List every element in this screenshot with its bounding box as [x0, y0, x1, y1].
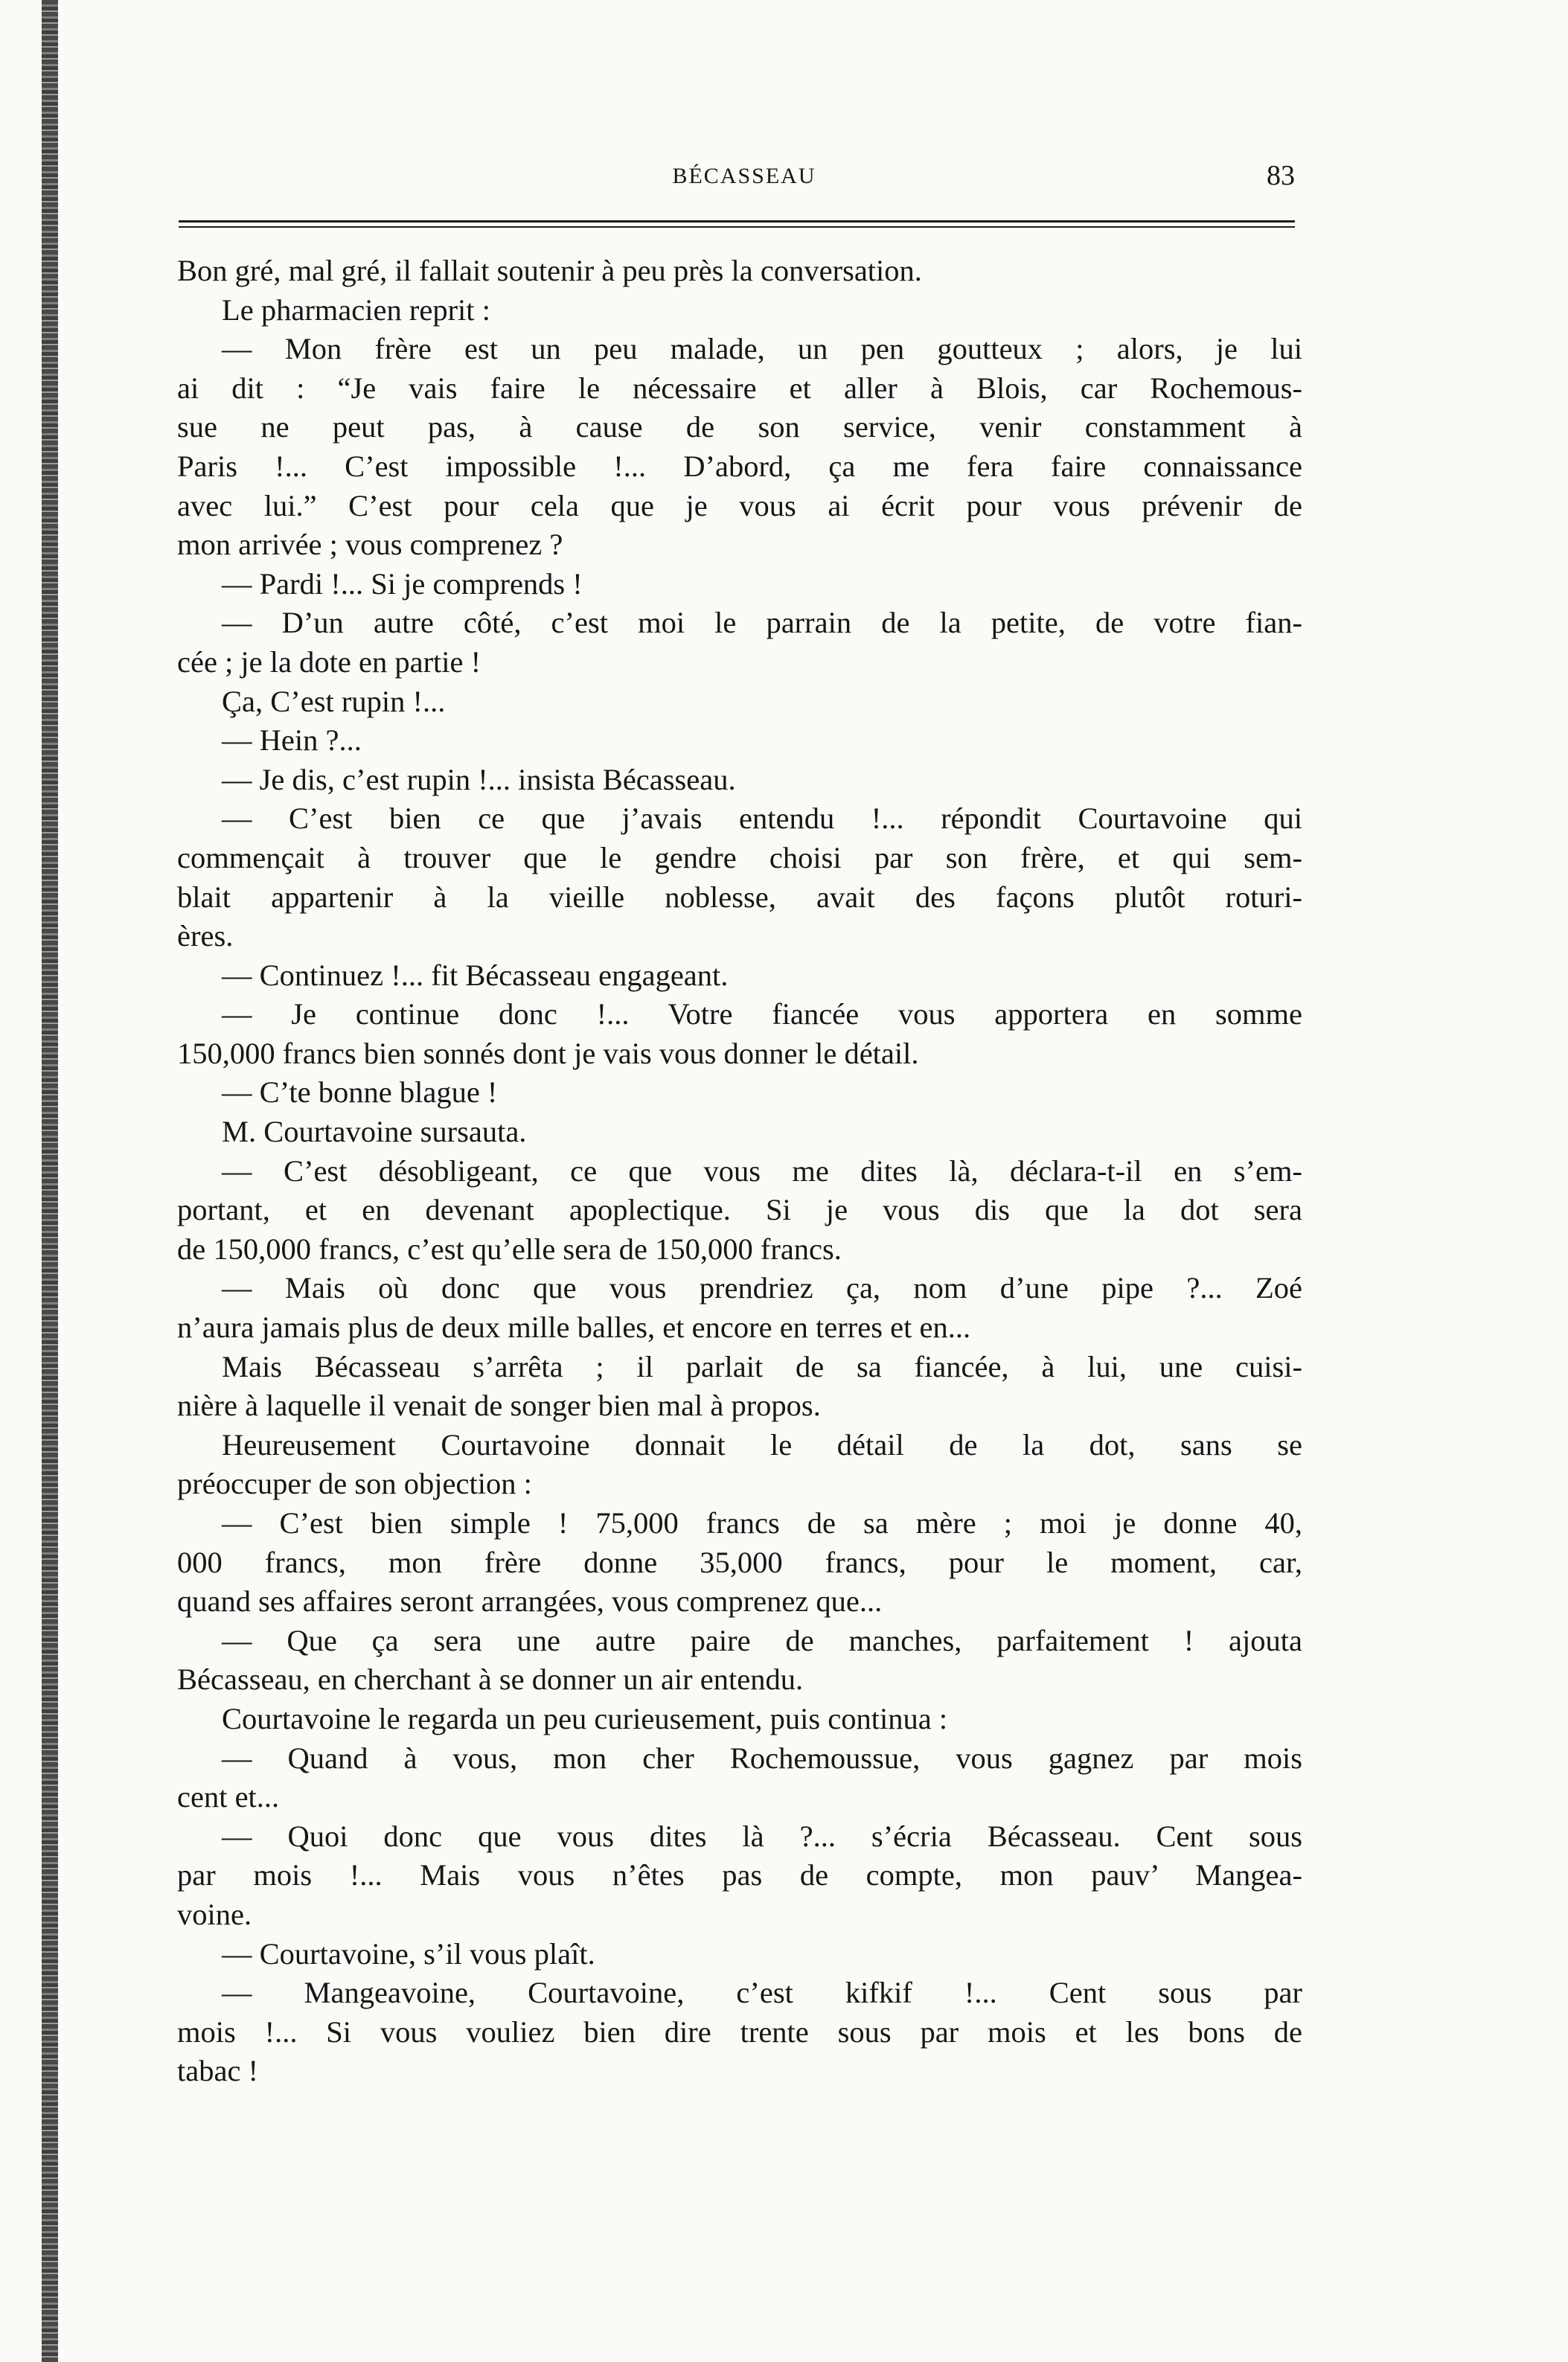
text-line: — Quand à vous, mon cher Rochemoussue, vous gagnez par mois — [222, 1741, 1302, 1775]
text-line: — Je continue donc !... Votre fiancée vous apportera en somme — [222, 997, 1302, 1031]
text-line: — C’est bien simple ! 75,000 francs de sa mère ; moi je donne 40, — [222, 1506, 1302, 1540]
text-line: Ça, C’est rupin !... — [222, 684, 446, 718]
text-line: par mois !... Mais vous n’êtes pas de compte, mon pauv’ Mangea- — [177, 1858, 1302, 1892]
text-line: Bécasseau, en cherchant à se donner un air entendu. — [177, 1662, 804, 1697]
text-line: — Mangeavoine, Courtavoine, c’est kifkif !... Cent sous par — [222, 1976, 1302, 2010]
text-line: avec lui.” C’est pour cela que je vous ai écrit pour vous prévenir de — [177, 488, 1302, 522]
text-line: mois !... Si vous vouliez bien dire trente sous par mois et les bons de — [177, 2014, 1302, 2049]
body-text — [177, 252, 1302, 2091]
text-line: — D’un autre côté, c’est moi le parrain de la petite, de votre fian- — [222, 606, 1302, 640]
text-line: ai dit : “Je vais faire le nécessaire et aller à Blois, car Rochemous- — [177, 371, 1302, 405]
text-line: — Je dis, c’est rupin !... insista Bécasseau. — [222, 762, 736, 796]
running-title: BÉCASSEAU — [672, 164, 816, 188]
text-line: Mais Bécasseau s’arrêta ; il parlait de sa fiancée, à lui, une cuisi- — [222, 1349, 1302, 1383]
text-line: — Hein ?... — [222, 723, 362, 758]
text-line: Bon gré, mal gré, il fallait soutenir à peu près la conversation. — [177, 254, 922, 287]
text-line: cent et... — [177, 1780, 280, 1814]
text-line: ères. — [177, 919, 234, 953]
text-line: 000 francs, mon frère donne 35,000 francs, pour le moment, car, — [177, 1545, 1302, 1579]
text-line: M. Courtavoine sursauta. — [222, 1115, 527, 1149]
header-rule-bottom — [179, 226, 1295, 228]
text-line: commençait à trouver que le gendre choisi par son frère, et qui sem- — [177, 840, 1302, 874]
text-line: n’aura jamais plus de deux mille balles, et encore en terres et en... — [177, 1310, 971, 1345]
text-line: — C’est bien ce que j’avais entendu !... répondit Courtavoine qui — [222, 801, 1302, 836]
text-line: nière à laquelle il venait de songer bien mal à propos. — [177, 1389, 821, 1423]
text-line: tabac ! — [177, 2054, 259, 2088]
text-line: Le pharmacien reprit : — [222, 292, 490, 327]
page-header — [179, 158, 1310, 199]
text-line: cée ; je la dote en partie ! — [177, 644, 481, 679]
text-line: — Mais où donc que vous prendriez ça, nom d’une pipe ?... Zoé — [222, 1271, 1302, 1305]
text-line: portant, et en devenant apoplectique. Si je vous dis que la dot sera — [177, 1193, 1302, 1227]
text-line: sue ne peut pas, à cause de son service, venir constamment à — [177, 410, 1302, 444]
text-line: voine. — [177, 1897, 252, 1931]
text-line: Paris !... C’est impossible !... D’abord, ça me fera faire connaissance — [177, 449, 1302, 483]
text-line: — Mon frère est un peu malade, un pen goutteux ; alors, je lui — [222, 332, 1302, 366]
text-line: quand ses affaires seront arrangées, vous comprenez que... — [177, 1584, 883, 1619]
text-line: 150,000 francs bien sonnés dont je vais vous donner le détail. — [177, 1036, 919, 1070]
text-line: — Quoi donc que vous dites là ?... s’écria Bécasseau. Cent sous — [222, 1819, 1302, 1853]
text-line: — C’est désobligeant, ce que vous me dites là, déclara-t-il en s’em- — [222, 1153, 1302, 1188]
text-line: — C’te bonne blague ! — [222, 1075, 498, 1110]
text-line: — Continuez !... fit Bécasseau engageant. — [222, 958, 729, 992]
header-rule-top — [179, 220, 1295, 223]
text-line: — Pardi !... Si je comprends ! — [222, 566, 583, 601]
text-line: de 150,000 francs, c’est qu’elle sera de 150,000 francs. — [177, 1232, 842, 1266]
book-binding-edge — [42, 0, 58, 2362]
text-line: préoccuper de son objection : — [177, 1467, 532, 1501]
text-line: Heureusement Courtavoine donnait le détail de la dot, sans se — [222, 1427, 1302, 1462]
page-number: 83 — [1267, 160, 1295, 191]
text-line: mon arrivée ; vous comprenez ? — [177, 528, 563, 562]
text-line: — Courtavoine, s’il vous plaît. — [222, 1936, 595, 1971]
text-line: blait appartenir à la vieille noblesse, avait des façons plutôt roturi- — [177, 880, 1302, 914]
text-line: Courtavoine le regarda un peu curieusement, puis continua : — [222, 1701, 948, 1735]
text-line: — Que ça sera une autre paire de manches, parfaitement ! ajouta — [222, 1623, 1302, 1657]
